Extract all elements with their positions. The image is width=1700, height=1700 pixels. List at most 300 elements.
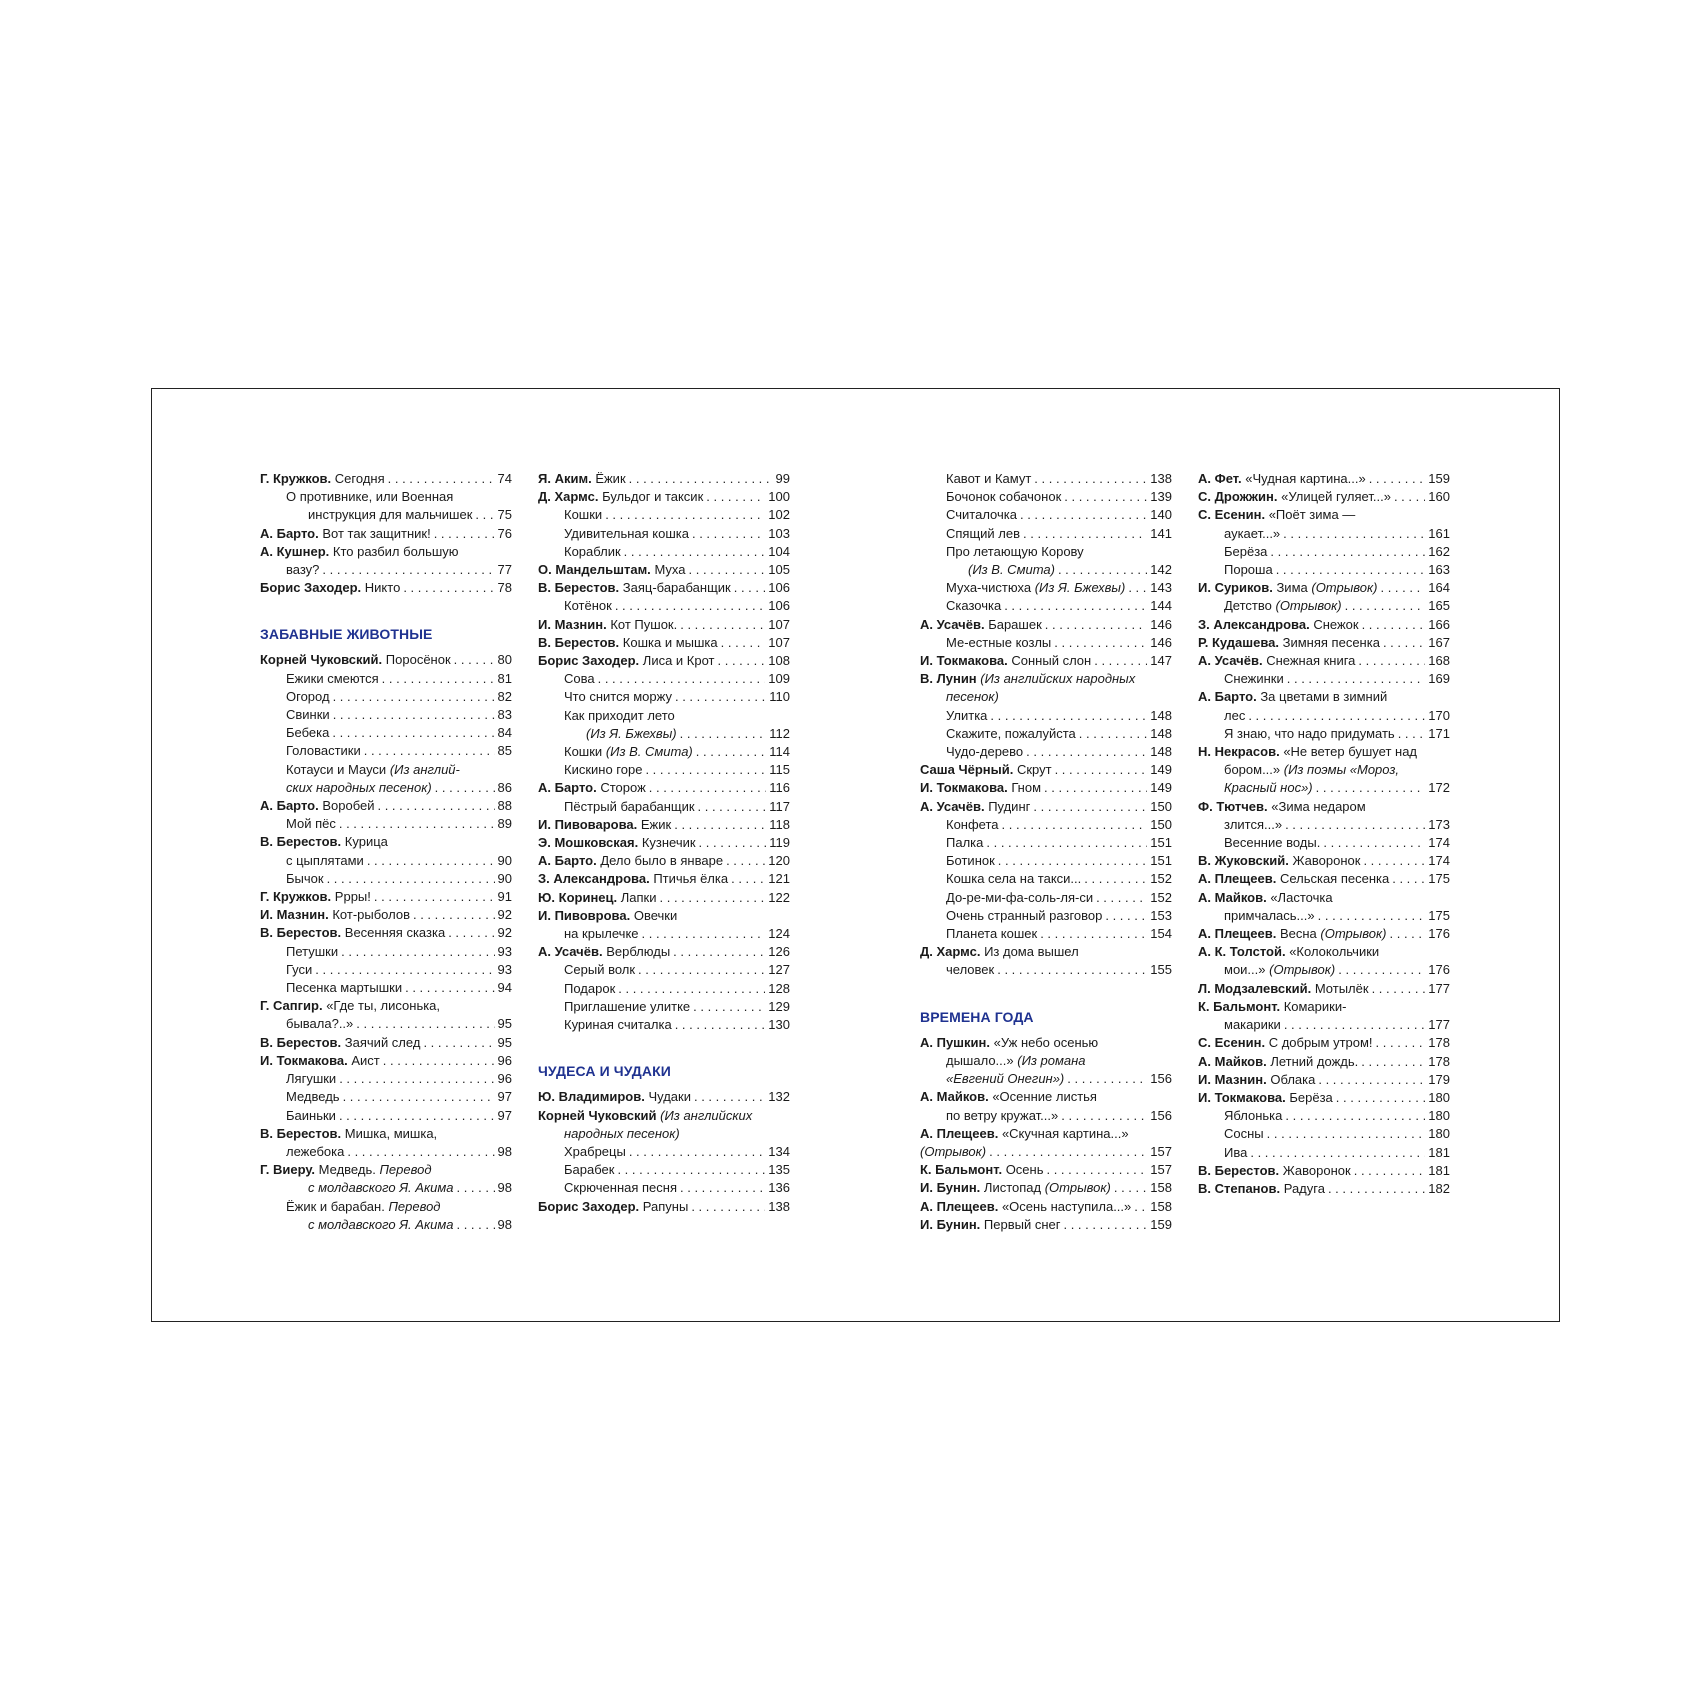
toc-entry[interactable] [1198, 743, 1450, 798]
toc-entry[interactable] [260, 797, 512, 815]
entry-text [1198, 798, 1366, 816]
toc-entry[interactable] [260, 870, 512, 888]
toc-entry[interactable] [260, 924, 512, 942]
dot-leader [1067, 1070, 1147, 1088]
dot-leader [693, 998, 765, 1016]
toc-line [260, 488, 512, 506]
toc-entry[interactable] [260, 833, 512, 869]
entry-text [564, 543, 621, 561]
work-title: Улитка [946, 707, 988, 723]
toc-entry[interactable] [920, 743, 1172, 761]
toc-entry[interactable] [538, 688, 790, 706]
toc-line [260, 688, 512, 706]
toc-line [1198, 579, 1450, 597]
dot-leader [706, 488, 765, 506]
toc-entry[interactable] [538, 1161, 790, 1179]
toc-entry[interactable] [1198, 1125, 1450, 1143]
dot-leader [629, 470, 773, 488]
author-name: И. Токмакова. [920, 653, 1008, 669]
toc-entry[interactable] [538, 470, 790, 488]
entry-text [1198, 634, 1380, 652]
dot-leader [1033, 798, 1147, 816]
toc-entry[interactable] [920, 870, 1172, 888]
toc-entry[interactable] [1198, 597, 1450, 615]
source-note: (Из англий- [389, 761, 460, 777]
toc-line [538, 579, 790, 597]
toc-entry[interactable] [538, 761, 790, 779]
dot-leader [1248, 707, 1425, 725]
toc-entry[interactable] [920, 652, 1172, 670]
toc-entry[interactable] [920, 1198, 1172, 1216]
dot-leader [339, 1107, 495, 1125]
page-number: 93 [497, 961, 512, 977]
toc-entry[interactable] [538, 816, 790, 834]
dot-leader [448, 924, 494, 942]
dot-leader [434, 525, 495, 543]
toc-entry[interactable] [260, 1088, 512, 1106]
dot-leader [339, 1070, 494, 1088]
dot-leader [423, 1034, 494, 1052]
toc-line [260, 870, 512, 888]
dot-leader [1328, 1180, 1425, 1198]
toc-entry[interactable] [260, 470, 512, 488]
source-note: (Отрывок) [1044, 1180, 1111, 1196]
toc-entry[interactable] [260, 815, 512, 833]
toc-line [1198, 1107, 1450, 1125]
author-name: А. Усачёв. [1198, 653, 1263, 669]
toc-entry[interactable] [260, 943, 512, 961]
toc-entry[interactable] [538, 579, 790, 597]
page-number: 174 [1428, 853, 1450, 869]
toc-entry[interactable] [1198, 634, 1450, 652]
work-title: Жаворонок [1282, 1162, 1351, 1178]
author-name: В. Степанов. [1198, 1180, 1281, 1196]
toc-entry[interactable] [920, 1034, 1172, 1089]
entry-text [1198, 998, 1346, 1016]
entry-text [564, 707, 675, 725]
work-title: Очень странный разговор [946, 907, 1103, 923]
entry-text [286, 943, 338, 961]
work-title: «Поёт зима — [1268, 507, 1356, 523]
source-note: (Отрывок) [1275, 598, 1342, 614]
toc-entry[interactable] [538, 852, 790, 870]
page-number: 175 [1428, 871, 1450, 887]
work-title: Из дома вышел [984, 944, 1079, 960]
work-title: Овечки [633, 907, 678, 923]
page-number: 142 [1150, 562, 1172, 578]
toc-entry[interactable] [260, 742, 512, 760]
author-name: Н. Некрасов. [1198, 744, 1280, 760]
author-name: И. Токмакова. [260, 1052, 348, 1068]
author-name: З. Александрова. [538, 871, 650, 887]
toc-entry[interactable] [1198, 1071, 1450, 1089]
dot-leader [1046, 1161, 1147, 1179]
toc-entry[interactable] [920, 579, 1172, 597]
work-title: Заячий след [344, 1034, 421, 1050]
entry-text [946, 470, 1031, 488]
author-name: И. Суриков. [1198, 580, 1273, 596]
entry-text [286, 1143, 344, 1161]
entry-text [1224, 907, 1315, 925]
entry-text [1198, 470, 1366, 488]
toc-line [538, 907, 790, 925]
toc-entry[interactable] [260, 1198, 512, 1234]
work-title: Снежная книга [1266, 653, 1356, 669]
source-note: (Отрывок) [1320, 926, 1387, 942]
dot-leader [1394, 488, 1425, 506]
page-number: 176 [1428, 962, 1450, 978]
dot-leader [377, 797, 494, 815]
toc-entry[interactable] [260, 724, 512, 742]
toc-entry[interactable] [1198, 1162, 1450, 1180]
toc-entry[interactable] [260, 651, 512, 669]
toc-entry[interactable] [260, 997, 512, 1033]
page-number: 154 [1150, 926, 1172, 942]
work-title: Петушки [286, 943, 339, 959]
dot-leader [1285, 1107, 1425, 1125]
toc-line [260, 906, 512, 924]
toc-entry[interactable] [260, 543, 512, 579]
toc-line [260, 506, 512, 524]
toc-entry[interactable] [538, 943, 790, 961]
work-title: «Осень наступила...» [1001, 1198, 1132, 1214]
page-number: 121 [768, 871, 790, 887]
toc-entry[interactable] [260, 688, 512, 706]
toc-line [260, 1125, 512, 1143]
dot-leader [315, 961, 494, 979]
toc-entry[interactable] [538, 561, 790, 579]
toc-entry[interactable] [538, 670, 790, 688]
toc-entry[interactable] [260, 1107, 512, 1125]
toc-entry[interactable] [538, 1107, 790, 1143]
dot-leader [1134, 1198, 1147, 1216]
entry-text [946, 488, 1061, 506]
toc-entry[interactable] [260, 1034, 512, 1052]
author-name: Г. Сапгир. [260, 998, 323, 1014]
toc-entry[interactable] [260, 1052, 512, 1070]
work-title: Гуси [286, 961, 313, 977]
dot-leader [1354, 1162, 1426, 1180]
toc-entry[interactable] [920, 470, 1172, 488]
author-name: Борис Заходер. [538, 1198, 640, 1214]
toc-entry[interactable] [1198, 1089, 1450, 1107]
work-title: вазу? [286, 562, 320, 578]
toc-entry[interactable] [920, 506, 1172, 524]
toc-entry[interactable] [1198, 506, 1450, 542]
author-name: Д. Хармс. [538, 489, 599, 505]
toc-entry[interactable] [1198, 798, 1450, 834]
source-note: ских народных песенок) [286, 779, 432, 795]
dot-leader [734, 579, 766, 597]
entry-text [946, 852, 995, 870]
entry-text [260, 833, 388, 851]
toc-entry[interactable] [920, 707, 1172, 725]
toc-entry[interactable] [1198, 925, 1450, 943]
entry-text [564, 961, 635, 979]
toc-line [538, 889, 790, 907]
work-title: «Осенние листья [992, 1089, 1097, 1105]
page-number: 135 [768, 1162, 790, 1178]
author-name: В. Берестов. [260, 925, 342, 941]
toc-entry[interactable] [538, 1198, 790, 1216]
toc-entry[interactable] [1198, 1180, 1450, 1198]
work-title: Куриная считалка [564, 1017, 672, 1033]
toc-entry[interactable] [1198, 889, 1450, 925]
toc-entry[interactable] [1198, 688, 1450, 724]
toc-line [920, 561, 1172, 579]
toc-entry[interactable] [1198, 543, 1450, 561]
toc-entry[interactable] [920, 907, 1172, 925]
toc-entry[interactable] [1198, 980, 1450, 998]
work-title: Медведь [286, 1089, 340, 1105]
author-name: В. Берестов. [538, 580, 620, 596]
toc-line [920, 506, 1172, 524]
dot-leader [1336, 1089, 1426, 1107]
toc-entry[interactable] [920, 925, 1172, 943]
toc-entry[interactable] [260, 979, 512, 997]
page-number: 138 [1150, 471, 1172, 486]
toc-entry[interactable] [920, 725, 1172, 743]
author-name: Д. Хармс. [920, 944, 981, 960]
work-title: Пудинг [988, 798, 1031, 814]
toc-entry[interactable] [538, 907, 790, 943]
author-name: И. Токмакова. [920, 780, 1008, 796]
toc-entry[interactable] [260, 906, 512, 924]
author-name: К. Бальмонт. [920, 1162, 1003, 1178]
page-number: 128 [768, 980, 790, 996]
toc-entry[interactable] [538, 707, 790, 743]
toc-entry[interactable] [1198, 725, 1450, 743]
page-number: 181 [1428, 1162, 1450, 1178]
toc-entry[interactable] [920, 634, 1172, 652]
toc-column-3 [920, 470, 1172, 1234]
toc-line [538, 1179, 790, 1197]
work-title: Сторож [600, 780, 646, 796]
toc-line [920, 543, 1172, 561]
toc-line [538, 816, 790, 834]
page-number: 163 [1428, 562, 1450, 578]
toc-entry[interactable] [920, 1216, 1172, 1234]
toc-entry[interactable] [920, 543, 1172, 579]
toc-entry[interactable] [920, 1179, 1172, 1197]
page-number: 152 [1150, 871, 1172, 887]
toc-entry[interactable] [538, 597, 790, 615]
toc-entry[interactable] [920, 798, 1172, 816]
author-name: А. Фет. [1198, 471, 1242, 486]
entry-text [920, 779, 1041, 797]
toc-entry[interactable] [538, 1179, 790, 1197]
toc-entry[interactable] [538, 743, 790, 761]
toc-entry[interactable] [920, 1125, 1172, 1161]
work-title: Летний дождь. [1270, 1053, 1359, 1069]
page-number: 151 [1150, 853, 1172, 869]
toc-entry[interactable] [1198, 1034, 1450, 1052]
toc-entry[interactable] [920, 834, 1172, 852]
work-title: дышало...» [946, 1052, 1014, 1068]
toc-entry[interactable] [1198, 998, 1450, 1034]
toc-line [1198, 1144, 1450, 1162]
author-name: И. Токмакова. [1198, 1089, 1286, 1105]
toc-entry[interactable] [538, 1088, 790, 1106]
entry-text [1198, 1162, 1351, 1180]
toc-entry[interactable] [260, 1070, 512, 1088]
dot-leader [364, 742, 495, 760]
toc-entry[interactable] [538, 1143, 790, 1161]
toc-entry[interactable] [1198, 870, 1450, 888]
toc-entry[interactable] [920, 525, 1172, 543]
entry-text [538, 579, 731, 597]
entry-text [1198, 1034, 1373, 1052]
toc-line [920, 1179, 1172, 1197]
toc-entry[interactable] [920, 852, 1172, 870]
entry-text [286, 1088, 340, 1106]
toc-entry[interactable] [1198, 488, 1450, 506]
section-heading: ЗАБАВНЫЕ ЖИВОТНЫЕ [260, 626, 433, 643]
toc-entry[interactable] [260, 670, 512, 688]
dot-leader [1114, 1179, 1147, 1197]
toc-entry[interactable] [260, 488, 512, 524]
page-number: 168 [1428, 653, 1450, 669]
dot-leader [1002, 816, 1148, 834]
page-number: 127 [768, 962, 790, 978]
toc-entry[interactable] [538, 488, 790, 506]
entry-text [1198, 852, 1360, 870]
page-number: 112 [769, 725, 790, 741]
toc-entry[interactable] [538, 870, 790, 888]
toc-entry[interactable] [538, 1016, 790, 1034]
dot-leader [454, 651, 495, 669]
dot-leader [1063, 1216, 1147, 1234]
toc-entry[interactable] [538, 980, 790, 998]
toc-entry[interactable] [1198, 1107, 1450, 1125]
toc-entry[interactable] [260, 961, 512, 979]
toc-entry[interactable] [1198, 670, 1450, 688]
toc-entry[interactable] [538, 889, 790, 907]
toc-entry[interactable] [920, 816, 1172, 834]
toc-entry[interactable] [1198, 1053, 1450, 1071]
toc-entry[interactable] [538, 634, 790, 652]
work-title: Считалочка [946, 507, 1017, 523]
toc-entry[interactable] [538, 525, 790, 543]
toc-entry[interactable] [260, 706, 512, 724]
work-title: Пёстрый барабанщик [564, 798, 695, 814]
work-title: С добрым утром! [1268, 1035, 1373, 1051]
toc-line [538, 506, 790, 524]
toc-entry[interactable] [1198, 1144, 1450, 1162]
work-title: Ежики смеются [286, 670, 379, 686]
toc-entry[interactable] [920, 1088, 1172, 1124]
dot-leader [456, 1179, 494, 1197]
page-number: 91 [497, 889, 512, 905]
toc-entry[interactable] [538, 652, 790, 670]
toc-line [1198, 670, 1450, 688]
toc-entry[interactable] [920, 488, 1172, 506]
entry-text [920, 1143, 986, 1161]
author-name: В. Берестов. [260, 834, 342, 850]
toc-entry[interactable] [920, 779, 1172, 797]
toc-line [260, 979, 512, 997]
work-title: Первый снег [983, 1216, 1061, 1232]
toc-entry[interactable] [260, 579, 512, 597]
entry-text [946, 725, 1076, 743]
toc-entry[interactable] [1198, 470, 1450, 488]
toc-line [1198, 1071, 1450, 1089]
toc-entry[interactable] [260, 525, 512, 543]
toc-entry[interactable] [538, 506, 790, 524]
work-title: Скрут [1016, 762, 1052, 778]
toc-entry[interactable] [920, 943, 1172, 979]
entry-text [564, 1016, 672, 1034]
source-note: (Из Я. Бжехвы) [586, 725, 677, 741]
dot-leader [1055, 761, 1148, 779]
toc-entry[interactable] [538, 998, 790, 1016]
toc-entry[interactable] [260, 1125, 512, 1161]
toc-entry[interactable] [1198, 561, 1450, 579]
toc-entry[interactable] [1198, 579, 1450, 597]
toc-line [538, 943, 790, 961]
toc-entry[interactable] [260, 761, 512, 797]
toc-entry[interactable] [538, 798, 790, 816]
page-number: 156 [1150, 1071, 1172, 1087]
toc-line [538, 561, 790, 579]
toc-entry[interactable] [538, 543, 790, 561]
entry-text [1224, 597, 1342, 615]
toc-entry[interactable] [920, 670, 1172, 706]
entry-text [586, 725, 677, 743]
entry-text [538, 616, 677, 634]
dot-leader [1040, 925, 1147, 943]
toc-entry[interactable] [920, 597, 1172, 615]
page-number: 159 [1150, 1216, 1172, 1232]
toc-entry[interactable] [538, 961, 790, 979]
entry-text [286, 670, 379, 688]
toc-line [260, 724, 512, 742]
toc-entry[interactable] [538, 616, 790, 634]
work-title: Я знаю, что надо придумать [1224, 725, 1395, 741]
toc-line [1198, 1162, 1450, 1180]
page-number: 97 [497, 1107, 512, 1123]
author-name: Г. Кружков. [260, 889, 332, 905]
toc-line [920, 852, 1172, 870]
toc-entry[interactable] [920, 761, 1172, 779]
entry-text [946, 834, 983, 852]
toc-line [260, 833, 512, 851]
dot-leader [1338, 961, 1425, 979]
toc-entry[interactable] [1198, 616, 1450, 634]
page-number: 152 [1150, 889, 1172, 905]
dot-leader [680, 1179, 765, 1197]
dot-leader [718, 652, 766, 670]
toc-entry[interactable] [920, 889, 1172, 907]
toc-entry[interactable] [538, 834, 790, 852]
entry-text [286, 979, 402, 997]
work-title: «Зима недаром [1271, 798, 1366, 814]
toc-entry[interactable] [260, 888, 512, 906]
toc-entry[interactable] [1198, 943, 1450, 979]
toc-entry[interactable] [1198, 852, 1450, 870]
toc-entry[interactable] [1198, 834, 1450, 852]
toc-entry[interactable] [260, 1161, 512, 1197]
toc-entry[interactable] [920, 1161, 1172, 1179]
entry-text [1224, 834, 1320, 852]
dot-leader [1128, 579, 1147, 597]
toc-entry[interactable] [538, 779, 790, 797]
toc-entry[interactable] [920, 616, 1172, 634]
work-title: «Скучная картина...» [1001, 1125, 1129, 1141]
toc-line [260, 470, 512, 488]
work-title: с цыплятами [286, 852, 364, 868]
toc-entry[interactable] [1198, 652, 1450, 670]
